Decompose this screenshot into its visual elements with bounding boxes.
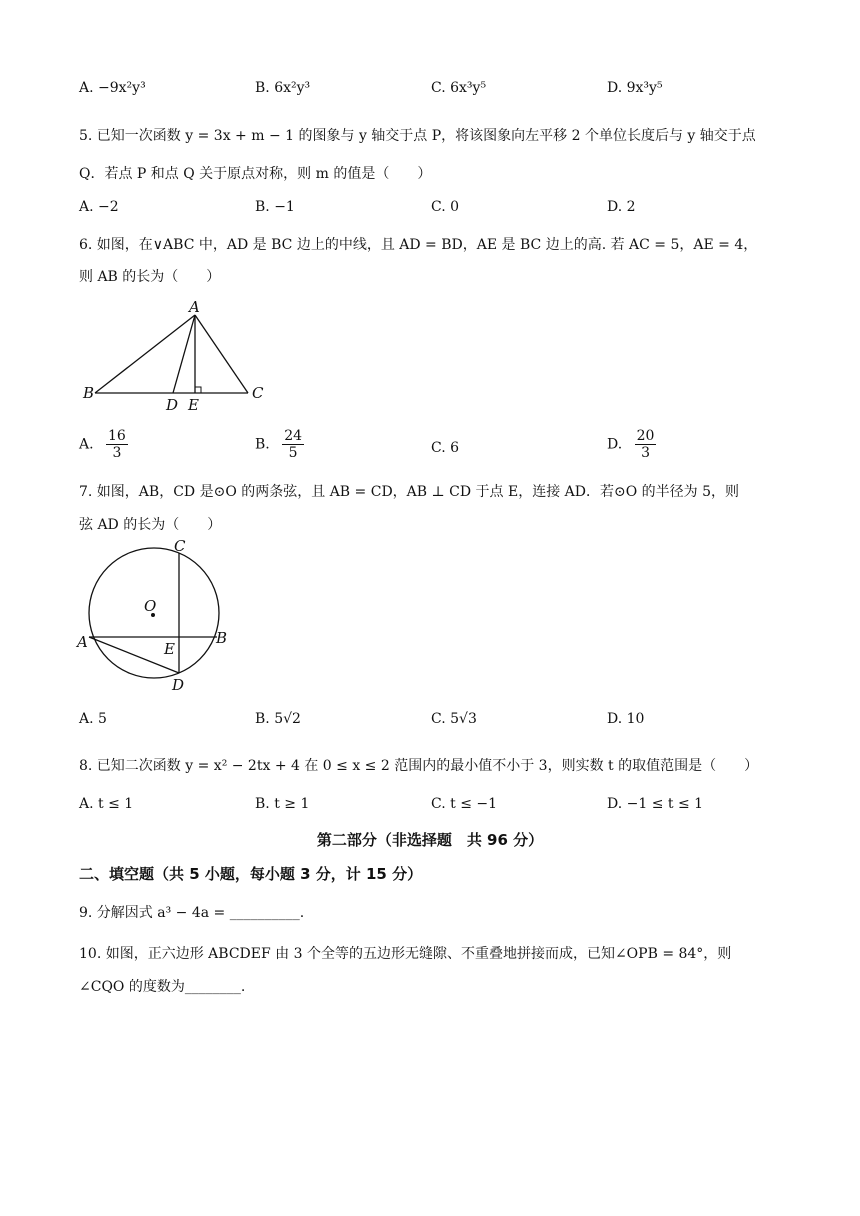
q7-label-b: B [216,629,228,647]
q7-text-line1: 7. 如图，AB，CD 是⊙O 的两条弦，且 AB = CD，AB ⊥ CD 于点 E，连接 AD．若⊙O 的半径为 5，则 [79,484,739,500]
q6-option-b-label: B. [255,436,270,453]
q6-text-line1: 6. 如图，在∨ABC 中，AD 是 BC 边上的中线，且 AD = BD，AE 是 BC 边上的高. 若 AC = 5，AE = 4， [79,237,758,253]
q6-label-c: C [252,384,264,402]
q10-text-line2: ∠CQO 的度数为________. [79,979,246,995]
q6-option-a-fraction [106,428,128,461]
q4-options [79,80,779,104]
q7-option-b: B. 5√2 [255,711,301,727]
q7-option-d: D. 10 [607,711,645,727]
q10-text-line1: 10. 如图，正六边形 ABCDEF 由 3 个全等的五边形无缝隙、不重叠地拼接而成，已知∠OPB = 84°，则 [79,946,732,962]
q6-side-ac [195,315,248,393]
q5-text-line2: Q．若点 P 和点 Q 关于原点对称，则 m 的值是（ ） [79,166,432,182]
q5-option-a: A. −2 [79,199,119,215]
q8-option-b: B. t ≥ 1 [255,796,310,812]
q5-option-b: B. −1 [255,199,295,215]
q6-option-b-numerator: 24 [284,428,303,444]
q7-label-o: O [144,597,157,615]
q6-label-a: A [189,300,200,316]
q7-option-c: C. 5√3 [431,711,477,727]
q8-option-a: A. t ≤ 1 [79,796,134,812]
q6-right-angle-mark [195,387,201,393]
q7-options [79,711,779,735]
q7-label-a: A [77,633,88,651]
q6-option-a [79,428,128,461]
q6-option-d [607,428,656,461]
q6-option-c: C. 6 [431,440,460,456]
q8-text-line1: 8. 已知二次函数 y = x² − 2tx + 4 在 0 ≤ x ≤ 2 范围内的最小值不小于 3，则实数 t 的取值范围是（ ） [79,758,759,774]
q8-options [79,796,779,820]
q6-option-b-denominator: 5 [288,445,298,462]
q6-side-ba [95,315,195,393]
q6-option-b [255,428,304,461]
q6-median-ad [173,315,195,393]
q7-text-line2: 弦 AD 的长为（ ） [79,517,222,533]
q4-option-b: B. 6x²y³ [255,80,311,96]
section2-title: 二、填空题（共 5 小题，每小题 3 分，计 15 分） [79,865,423,883]
q5-text-line1: 5. 已知一次函数 y = 3x + m − 1 的图象与 y 轴交于点 P，将该图象向左平移 2 个单位长度后与 y 轴交于点 [79,128,756,144]
q6-option-b-fraction [282,428,304,461]
q6-option-d-fraction [635,428,657,461]
q6-option-a-denominator: 3 [112,445,122,462]
q7-option-a: A. 5 [79,711,107,727]
q6-option-d-label: D. [607,436,623,453]
q6-label-d: D [166,396,179,414]
q4-option-a: A. −9x²y³ [79,80,146,96]
q7-label-d: D [172,676,185,694]
q5-option-c: C. 0 [431,199,460,215]
q9-text: 9. 分解因式 a³ − 4a = __________. [79,905,305,921]
q5-options [79,199,779,223]
q6-text-line2: 则 AB 的长为（ ） [79,269,221,285]
q8-option-c: C. t ≤ −1 [431,796,498,812]
q6-option-a-label: A. [79,436,94,453]
q7-circle-figure [72,538,242,698]
q6-option-d-numerator: 20 [636,428,655,444]
q8-option-d: D. −1 ≤ t ≤ 1 [607,796,704,812]
q6-label-b: B [83,384,95,402]
q6-option-d-denominator: 3 [641,445,651,462]
q5-option-d: D. 2 [607,199,636,215]
q4-option-d: D. 9x³y⁵ [607,80,663,96]
q6-option-a-numerator: 16 [108,428,126,444]
q6-triangle-figure [80,300,280,415]
q6-label-e: E [188,396,199,414]
q4-option-c: C. 6x³y⁵ [431,80,487,96]
q6-options [79,428,779,474]
q7-label-c: C [174,538,186,555]
part2-title: 第二部分（非选择题 共 96 分） [316,831,544,849]
q7-label-e: E [164,640,175,658]
